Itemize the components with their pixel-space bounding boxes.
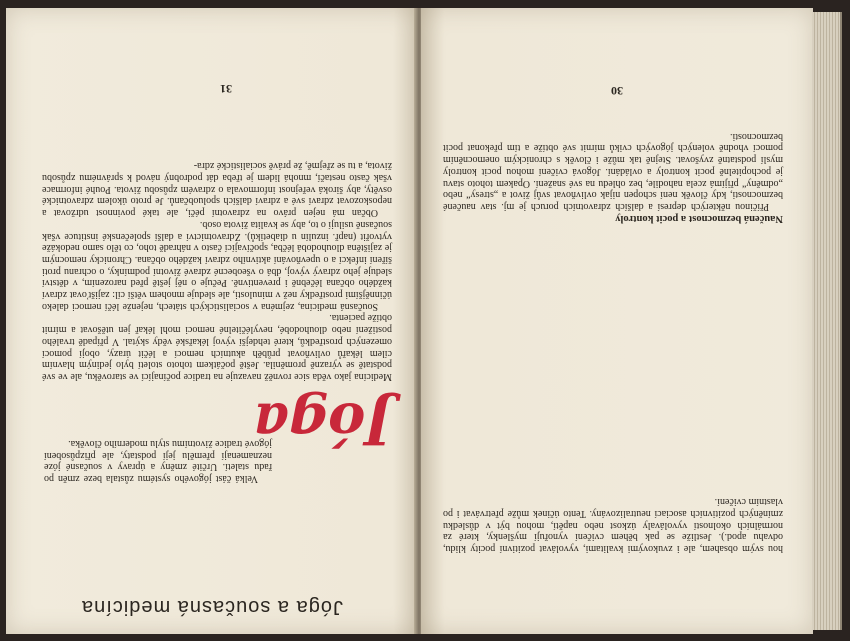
joga-logo: Jóga: [252, 390, 392, 456]
intro-text: Velká část jógového systému zůstala beze změn po řadu staletí. Určité změny a úpravy v současné józe neznamenají přemělu její podstaty, ale přizpůsobení jógové tradice životnímu stylu moderního člověka.: [44, 437, 272, 484]
right-page-content: [421, 8, 813, 634]
right-bottom-text: [443, 130, 783, 212]
paragraph: Občan má nejen právo na zdravotní péči, ale také povinnost udržovat a neposkozovat zdraví své a zdraví dalších spoluobčanů. Je proto úkolem zdravotnické osvěty, aby široká veřejnost informovala o zdravém způsobu života. Pouhé informace však často nestačí, mnohá lidem je třeba dát podrobný návod k správnému způsobu života, a tu se zřejmě, že právě socialistické zdra-: [42, 160, 392, 219]
paragraph: Příčinou některých depresí a dalších zdravotních poruch je mj. stav naučené bezmocnosti, kdy člověk není schopen nijak ovlivňovat svůj život a „stresy“ nebo „odměny“ přijímá zcela nahodile, bez ohledu na své snažení. Opakem tohoto stavu je pochopitelně pocit kontroly a ovládání. Jógová cvičení mohou pocit kontroly myslí podstatně zvyšovat. Stejně tak může i člověk s chronickým onemocněním pomocí vhodně volených jógových cviků mírnit své obtíže a tím překonat pocit bezmocnosti.: [443, 130, 783, 212]
paragraph: hou svým obsahem, ale i zvukovými kvalitami, vyvolávat pozitivní pocity klidu, odvahu apod.). Jestliže se pak během cvičení vynořují myšlenky, které za normálních okolností vyvolávaly úzkost nebo napětí, mohou být v důsledku zmíněných pozitivních asociací neutralizovány. Tento účinek může přetrvávat i po vlastním cvičení.: [443, 496, 783, 554]
left-page-content: [6, 8, 418, 634]
right-top-text: [443, 495, 783, 554]
section-heading: Naučená bezmocnost a pocit kontroly: [615, 213, 783, 224]
right-page: [421, 8, 813, 634]
page-number-left: 31: [220, 82, 232, 96]
paragraph: Současná medicína, zejména v socialistických státech, nejenže léčí nemoci daleko účinnějšími prostředky než v minulosti, ale sleduje mnohem větší cíl: zajišťovat zdraví každého občana léčebně i preventivně. Pečuje o něj ještě před narozením, v dětství sleduje jeho zdravý vývoj, dbá o všeobecné zdravé životní podmínky, o ochranu proti šíření infekcí a o upevňování aktivního zdraví každého občana. Chronicky nemocným je zajištěna dlouhodobá léčba, spočívající často v náhradě toho, co tělo samo nedokáže vytvořit (např. inzulín u diabetiků). Zdravotnictví a další společenské instituce však současně usilují o to, aby se kvalita života osob.: [42, 218, 392, 312]
left-main-text: [42, 160, 392, 382]
page-edges: [812, 12, 842, 630]
chapter-title: Jóga a současná medicína: [81, 596, 343, 618]
paragraph: Medicína jako věda sice rovněž navazuje na tradice počínající ve starověku, ale ve své podstatě se výrazně proměnila. Ještě počátkem tohoto století bylo jediným hlavním cílem lékařů ovlivňovat průběh akutních nemocí a léčit úrazy, obojí pomocí omezených prostředků, které tehdejší vývoj lékařské vědy skýtal. V případě trvalého postižení nebo dlouhodobé, nevyléčitelné nemoci mohl lékař jen utěšovat a mírnit obtíže pacienta.: [42, 312, 392, 382]
page-number-right: 30: [611, 84, 623, 98]
intro-paragraph: [44, 437, 272, 484]
left-page: [6, 8, 418, 634]
book-spread: [6, 8, 842, 634]
